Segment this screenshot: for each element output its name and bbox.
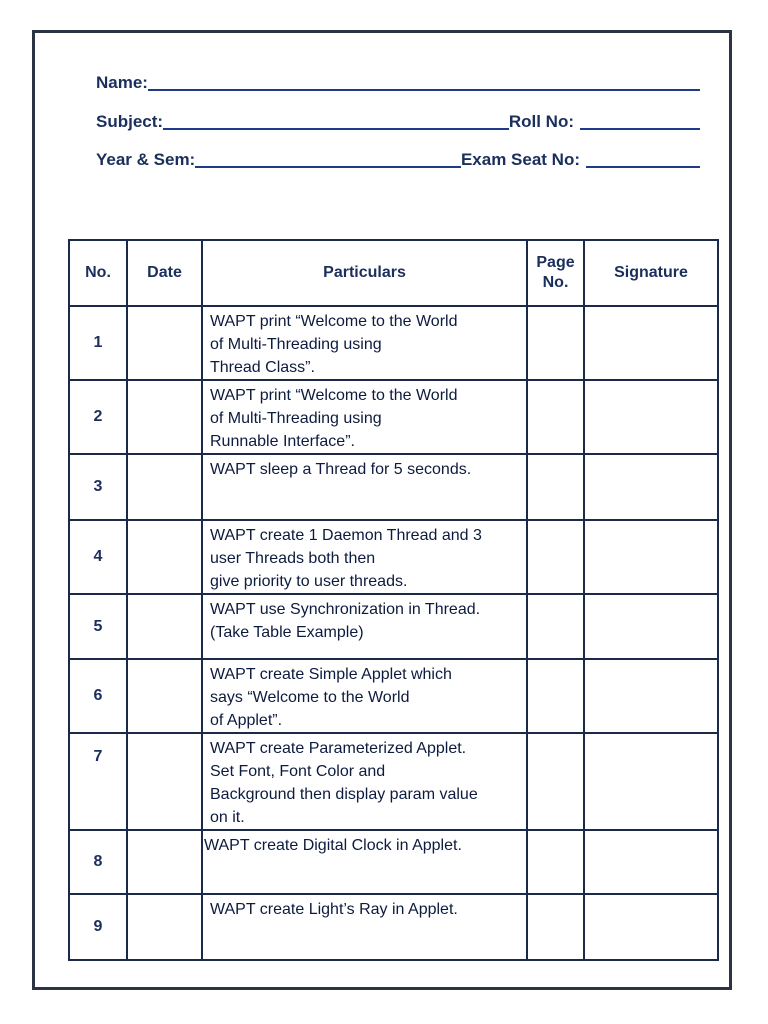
signature-cell[interactable] — [584, 380, 718, 454]
page-no-cell[interactable] — [527, 454, 584, 520]
column-header-signature: Signature — [584, 240, 718, 306]
particulars-cell: WAPT create 1 Daemon Thread and 3 user Threads both then give priority to user threads. — [202, 520, 527, 594]
particulars-cell: WAPT create Simple Applet which says “Welcome to the World of Applet”. — [202, 659, 527, 733]
table-row — [69, 659, 718, 733]
row-number: 2 — [69, 380, 127, 454]
row-number: 4 — [69, 520, 127, 594]
page-no-cell[interactable] — [527, 594, 584, 659]
table-row — [69, 894, 718, 960]
particulars-cell: WAPT create Parameterized Applet. Set Font, Font Color and Background then display param value on it. — [202, 733, 527, 830]
page-no-cell[interactable] — [527, 520, 584, 594]
signature-cell[interactable] — [584, 594, 718, 659]
row-number: 3 — [69, 454, 127, 520]
signature-cell[interactable] — [584, 659, 718, 733]
date-cell[interactable] — [127, 659, 202, 733]
date-cell[interactable] — [127, 830, 202, 894]
name-input-line[interactable] — [148, 89, 700, 91]
subject-label: Subject: — [96, 112, 164, 131]
roll-no-input-line[interactable] — [580, 128, 700, 130]
name-label: Name: — [96, 73, 148, 92]
subject-input-line[interactable] — [163, 128, 509, 130]
year-sem-label: Year & Sem: — [96, 150, 196, 169]
name-field-row — [96, 70, 700, 92]
page-no-cell[interactable] — [527, 380, 584, 454]
index-table — [68, 239, 719, 961]
signature-cell[interactable] — [584, 733, 718, 830]
date-cell[interactable] — [127, 520, 202, 594]
row-number: 8 — [69, 830, 127, 894]
column-header-no: No. — [69, 240, 127, 306]
particulars-cell: WAPT sleep a Thread for 5 seconds. — [202, 454, 527, 520]
table-row — [69, 520, 718, 594]
particulars-cell: WAPT use Synchronization in Thread. (Take Table Example) — [202, 594, 527, 659]
column-header-page-no: Page No. — [527, 240, 584, 306]
subject-field-row — [96, 109, 700, 131]
year-sem-input-line[interactable] — [195, 166, 461, 168]
particulars-cell: WAPT print “Welcome to the World of Multi-Threading using Runnable Interface”. — [202, 380, 527, 454]
page-no-cell[interactable] — [527, 306, 584, 380]
row-number: 1 — [69, 306, 127, 380]
date-cell[interactable] — [127, 894, 202, 960]
year-sem-field-row — [96, 147, 700, 169]
page-no-cell[interactable] — [527, 894, 584, 960]
row-number: 5 — [69, 594, 127, 659]
table-row — [69, 830, 718, 894]
roll-no-label: Roll No: — [508, 112, 574, 131]
signature-cell[interactable] — [584, 520, 718, 594]
row-number: 7 — [69, 733, 127, 830]
table-row — [69, 454, 718, 520]
signature-cell[interactable] — [584, 894, 718, 960]
signature-cell[interactable] — [584, 306, 718, 380]
row-number: 6 — [69, 659, 127, 733]
table-row — [69, 594, 718, 659]
date-cell[interactable] — [127, 454, 202, 520]
table-header-row — [69, 240, 718, 306]
exam-seat-no-label: Exam Seat No: — [460, 150, 580, 169]
exam-seat-no-input-line[interactable] — [586, 166, 700, 168]
table-row — [69, 306, 718, 380]
column-header-particulars: Particulars — [202, 240, 527, 306]
date-cell[interactable] — [127, 306, 202, 380]
page-no-cell[interactable] — [527, 830, 584, 894]
signature-cell[interactable] — [584, 830, 718, 894]
particulars-cell: WAPT create Digital Clock in Applet. — [202, 830, 527, 894]
page-no-cell[interactable] — [527, 733, 584, 830]
column-header-date: Date — [127, 240, 202, 306]
table-row — [69, 380, 718, 454]
page-no-cell[interactable] — [527, 659, 584, 733]
signature-cell[interactable] — [584, 454, 718, 520]
date-cell[interactable] — [127, 594, 202, 659]
row-number: 9 — [69, 894, 127, 960]
date-cell[interactable] — [127, 380, 202, 454]
particulars-cell: WAPT print “Welcome to the World of Multi-Threading using Thread Class”. — [202, 306, 527, 380]
particulars-cell: WAPT create Light’s Ray in Applet. — [202, 894, 527, 960]
date-cell[interactable] — [127, 733, 202, 830]
table-row — [69, 733, 718, 830]
